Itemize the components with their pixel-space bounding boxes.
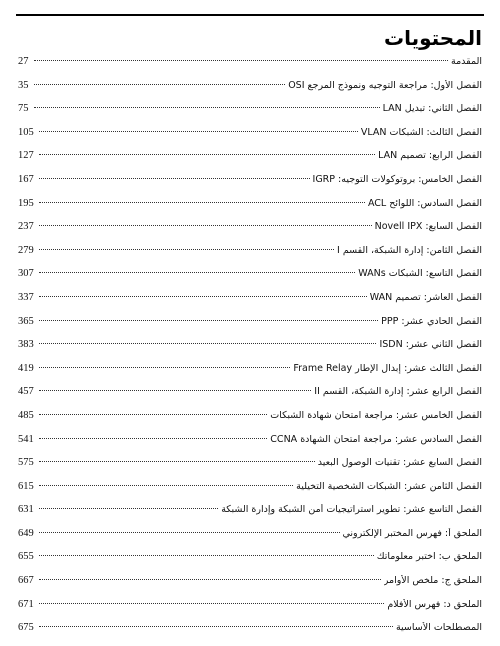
toc-page-number: 667 [18, 575, 34, 587]
toc-dot-leader [39, 603, 385, 604]
toc-entry [18, 504, 482, 528]
toc-page-number: 541 [18, 433, 34, 445]
toc-entry-label: الفصل الثاني عشر: ISDN [379, 339, 482, 351]
toc-entry [18, 551, 482, 575]
toc-page-number: 105 [18, 126, 34, 138]
toc-entry [18, 292, 482, 316]
toc-dot-leader [39, 461, 315, 462]
toc-entry-label: الفصل الرابع: تصميم LAN [378, 150, 482, 162]
toc-dot-leader [34, 107, 380, 108]
toc-entry-label: المصطلحات الأساسية [395, 622, 482, 634]
toc-dot-leader [39, 555, 374, 556]
toc-entry [18, 575, 482, 599]
toc-dot-leader [39, 390, 312, 391]
toc-entry [18, 434, 482, 458]
toc-dot-leader [39, 532, 340, 533]
toc-entry-label: الفصل السادس: اللوائح ACL [367, 197, 482, 209]
toc-entry-label: الفصل الثالث: الشبكات VLAN [360, 126, 482, 138]
toc-entry [18, 103, 482, 127]
toc-dot-leader [34, 60, 448, 61]
toc-entry [18, 528, 482, 552]
toc-list [18, 56, 482, 646]
toc-dot-leader [39, 202, 365, 203]
toc-page-number: 167 [18, 173, 34, 185]
toc-page-number: 457 [18, 386, 34, 398]
toc-entry [18, 457, 482, 481]
toc-page-number: 75 [18, 103, 29, 115]
toc-entry [18, 339, 482, 363]
toc-page-number: 631 [18, 504, 34, 516]
toc-entry [18, 363, 482, 387]
toc-page-number: 419 [18, 362, 34, 374]
toc-page-number: 649 [18, 527, 34, 539]
toc-page-number: 383 [18, 339, 34, 351]
toc-entry-label: الفصل الثامن: إدارة الشبكة، القسم I [337, 244, 482, 256]
toc-entry-label: الفصل الثاني: تبديل LAN [382, 103, 482, 115]
toc-entry [18, 599, 482, 623]
toc-page-number: 35 [18, 79, 29, 91]
toc-entry-label: الفصل الثامن عشر: الشبكات الشخصية التخيلية [296, 480, 482, 492]
toc-dot-leader [39, 131, 358, 132]
toc-dot-leader [34, 84, 286, 85]
toc-entry-label: الملحق د: فهرس الأفلام [387, 598, 482, 610]
toc-entry [18, 56, 482, 80]
toc-page-number: 27 [18, 56, 29, 67]
toc-page-number: 365 [18, 315, 34, 327]
toc-dot-leader [39, 320, 378, 321]
top-rule [16, 14, 484, 16]
toc-entry-label: الفصل الثالث عشر: إبدال الإطار Frame Relay [293, 362, 482, 374]
toc-dot-leader [39, 343, 377, 344]
toc-dot-leader [39, 367, 291, 368]
toc-dot-leader [39, 508, 218, 509]
toc-entry-label: الفصل الخامس: بروتوكولات التوجيه: IGRP [312, 173, 482, 185]
toc-entry-label: الملحق ب: اختبر معلوماتك [376, 551, 482, 563]
toc-dot-leader [39, 579, 381, 580]
toc-entry-label: الملحق ج: ملخص الأوامر [383, 575, 482, 587]
toc-dot-leader [39, 154, 375, 155]
toc-entry [18, 80, 482, 104]
page-title: المحتويات [383, 26, 482, 50]
toc-entry [18, 245, 482, 269]
toc-entry-label: الفصل العاشر: تصميم WAN [369, 291, 482, 303]
toc-page-number: 237 [18, 221, 34, 233]
toc-entry-label: الملحق أ: فهرس المختبر الإلكتروني [342, 527, 482, 539]
toc-entry [18, 198, 482, 222]
toc-entry-label: الفصل الخامس عشر: مراجعة امتحان شهادة الشبكات [270, 409, 482, 421]
toc-entry-label: الفصل السابع: Novell IPX [374, 221, 482, 233]
toc-page-number: 671 [18, 598, 34, 610]
toc-dot-leader [39, 225, 372, 226]
toc-page-number: 615 [18, 480, 34, 492]
toc-dot-leader [39, 414, 267, 415]
toc-entry-label: الفصل التاسع: الشبكات WANs [358, 268, 482, 280]
toc-entry [18, 150, 482, 174]
toc-dot-leader [39, 272, 356, 273]
toc-entry [18, 410, 482, 434]
toc-entry [18, 221, 482, 245]
toc-entry-label: الفصل الحادي عشر: PPP [381, 315, 482, 327]
toc-page-number: 127 [18, 150, 34, 162]
toc-entry-label: المقدمة [450, 56, 482, 67]
toc-dot-leader [39, 626, 393, 627]
toc-page-number: 337 [18, 291, 34, 303]
toc-page-number: 195 [18, 197, 34, 209]
toc-page-number: 279 [18, 244, 34, 256]
toc-dot-leader [39, 485, 293, 486]
toc-entry [18, 127, 482, 151]
toc-entry-label: الفصل السادس عشر: مراجعة امتحان الشهادة CCNA [270, 433, 482, 445]
toc-entry-label: الفصل الأول: مراجعة التوجيه ونموذج المرجع OSI [288, 79, 482, 91]
toc-dot-leader [39, 296, 367, 297]
toc-dot-leader [39, 249, 334, 250]
toc-page-number: 485 [18, 409, 34, 421]
toc-page-number: 307 [18, 268, 34, 280]
toc-dot-leader [39, 178, 310, 179]
toc-entry [18, 268, 482, 292]
toc-page-number: 675 [18, 622, 34, 634]
toc-entry [18, 622, 482, 646]
toc-page-number: 575 [18, 457, 34, 469]
toc-entry [18, 481, 482, 505]
toc-entry [18, 386, 482, 410]
toc-page-number: 655 [18, 551, 34, 563]
toc-entry-label: الفصل التاسع عشر: تطوير استراتيجيات أمن الشبكة وإدارة الشبكة [221, 504, 482, 516]
toc-entry-label: الفصل الرابع عشر: إدارة الشبكة، القسم II [314, 386, 482, 398]
toc-dot-leader [39, 438, 268, 439]
toc-entry [18, 316, 482, 340]
toc-entry-label: الفصل السابع عشر: تقنيات الوصول البعيد [317, 457, 482, 469]
toc-entry [18, 174, 482, 198]
